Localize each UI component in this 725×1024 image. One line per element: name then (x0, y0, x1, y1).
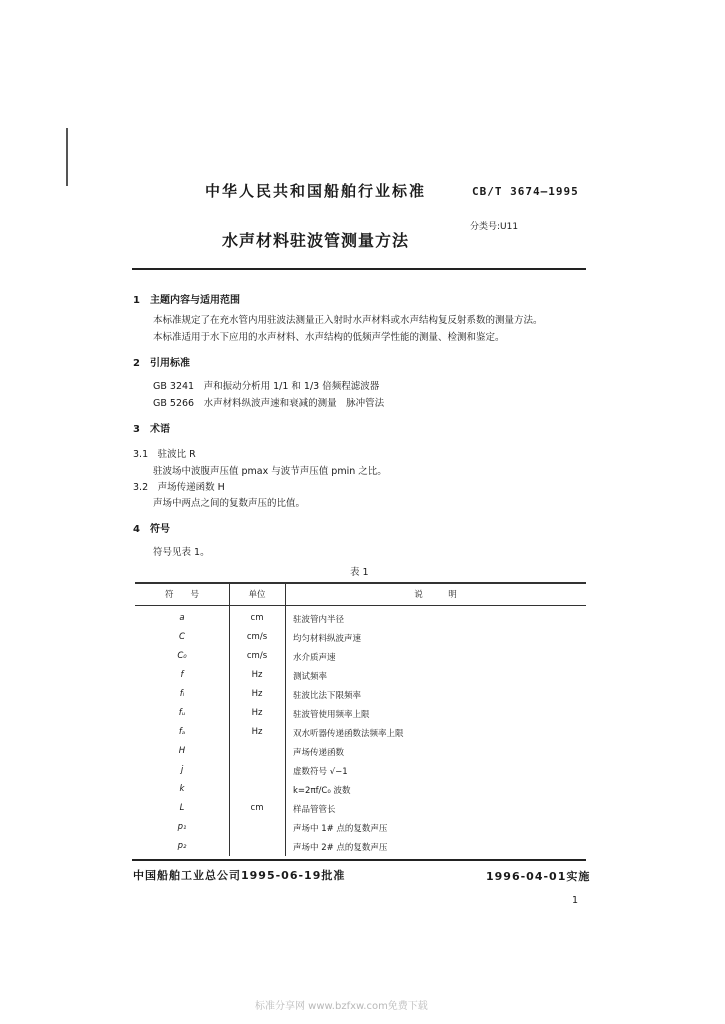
table-cell: j (180, 765, 184, 775)
table-cell: 声场中 1# 点的复数声压 (293, 824, 388, 834)
table-cell: fₐ (178, 727, 186, 737)
section-1-paragraph-1: 本标准规定了在充水管内用驻波法测量正入射时水声材料或水声结构复反射系数的测量方法。 (153, 315, 543, 326)
table-cell: fₗ (179, 689, 185, 699)
standard-org-title: 中华人民共和国船舶行业标准 (205, 182, 427, 200)
table-cell: 驻波比法下限频率 (293, 691, 362, 701)
table-cell: 驻波管内半径 (293, 615, 345, 625)
table-cell: f (180, 670, 184, 680)
section-1-paragraph-2: 本标准适用于水下应用的水声材料、水声结构的低频声学性能的测量、检测和鉴定。 (153, 332, 505, 343)
table-cell: cm/s (246, 632, 268, 642)
table-cell: fᵤ (178, 708, 186, 718)
binding-margin-line (66, 128, 68, 186)
table-cell: 样品管管长 (293, 805, 336, 815)
section-2-heading: 2 引用标准 (133, 358, 190, 369)
table-cell: 驻波管使用频率上限 (293, 710, 370, 720)
table-cell: Hz (251, 727, 263, 737)
footer-rule (132, 859, 586, 861)
table-cell: p₁ (177, 822, 187, 832)
table-cell: a (179, 613, 185, 623)
table-cell: C (179, 632, 185, 642)
table-cell: 水介质声速 (293, 653, 336, 663)
table-cell: H (178, 746, 186, 756)
table-cell: 双水听器传递函数法频率上限 (293, 729, 404, 739)
table-cell: 均匀材料纵波声速 (293, 634, 362, 644)
table-cell: Hz (251, 708, 263, 718)
table-header-cell: 符 号 (164, 590, 199, 600)
table-cell: k=2πf/C₀ 波数 (293, 786, 351, 796)
term-3-2-definition: 声场中两点之间的复数声压的比值。 (153, 498, 306, 509)
standard-number: CB/T 3674—1995 (472, 185, 579, 198)
table-cell: L (179, 803, 185, 813)
section-3-heading: 3 术语 (133, 424, 170, 435)
page-number: 1 (572, 895, 579, 906)
table-cell: p₂ (177, 841, 187, 851)
table-cell: Hz (251, 689, 263, 699)
table-cell: C₀ (177, 651, 187, 661)
approval-line: 中国船舶工业总公司1995-06-19批准 (133, 869, 346, 882)
table-column-divider (229, 582, 230, 856)
section-4-heading: 4 符号 (133, 524, 170, 535)
term-3-1-definition: 驻波场中波腹声压值 pmax 与波节声压值 pmin 之比。 (153, 466, 387, 477)
table-header-cell: 说 明 (414, 590, 457, 600)
reference-gb3241: GB 3241 声和振动分析用 1/1 和 1/3 倍频程滤波器 (153, 381, 380, 392)
implementation-date: 1996-04-01实施 (486, 870, 591, 883)
document-title: 水声材料驻波管测量方法 (222, 231, 410, 250)
table-header-cell: 单位 (248, 590, 266, 600)
reference-gb5266: GB 5266 水声材料纵波声速和衰减的测量 脉冲管法 (153, 398, 385, 409)
table-top-rule (135, 582, 586, 584)
classification-number: 分类号:U11 (470, 222, 519, 232)
table-column-divider (285, 582, 286, 856)
table-caption: 表 1 (350, 567, 369, 578)
watermark-text: 标准分享网 www.bzfxw.com免费下载 (255, 1001, 428, 1012)
table-cell: 声场中 2# 点的复数声压 (293, 843, 388, 853)
table-cell: Hz (251, 670, 263, 680)
table-cell: cm/s (246, 651, 268, 661)
table-cell: cm (250, 803, 264, 813)
term-3-1: 3.1 驻波比 R (133, 449, 196, 460)
table-cell: 虚数符号 √−1 (293, 767, 348, 777)
table-cell: 测试频率 (293, 672, 328, 682)
section-1-heading: 1 主题内容与适用范围 (133, 295, 240, 306)
table-cell: k (179, 784, 185, 794)
table-cell: 声场传递函数 (293, 748, 345, 758)
table-header-rule (135, 605, 586, 606)
header-rule (132, 268, 586, 270)
section-4-paragraph: 符号见表 1。 (153, 547, 210, 558)
term-3-2: 3.2 声场传递函数 H (133, 482, 225, 493)
table-cell: cm (250, 613, 264, 623)
